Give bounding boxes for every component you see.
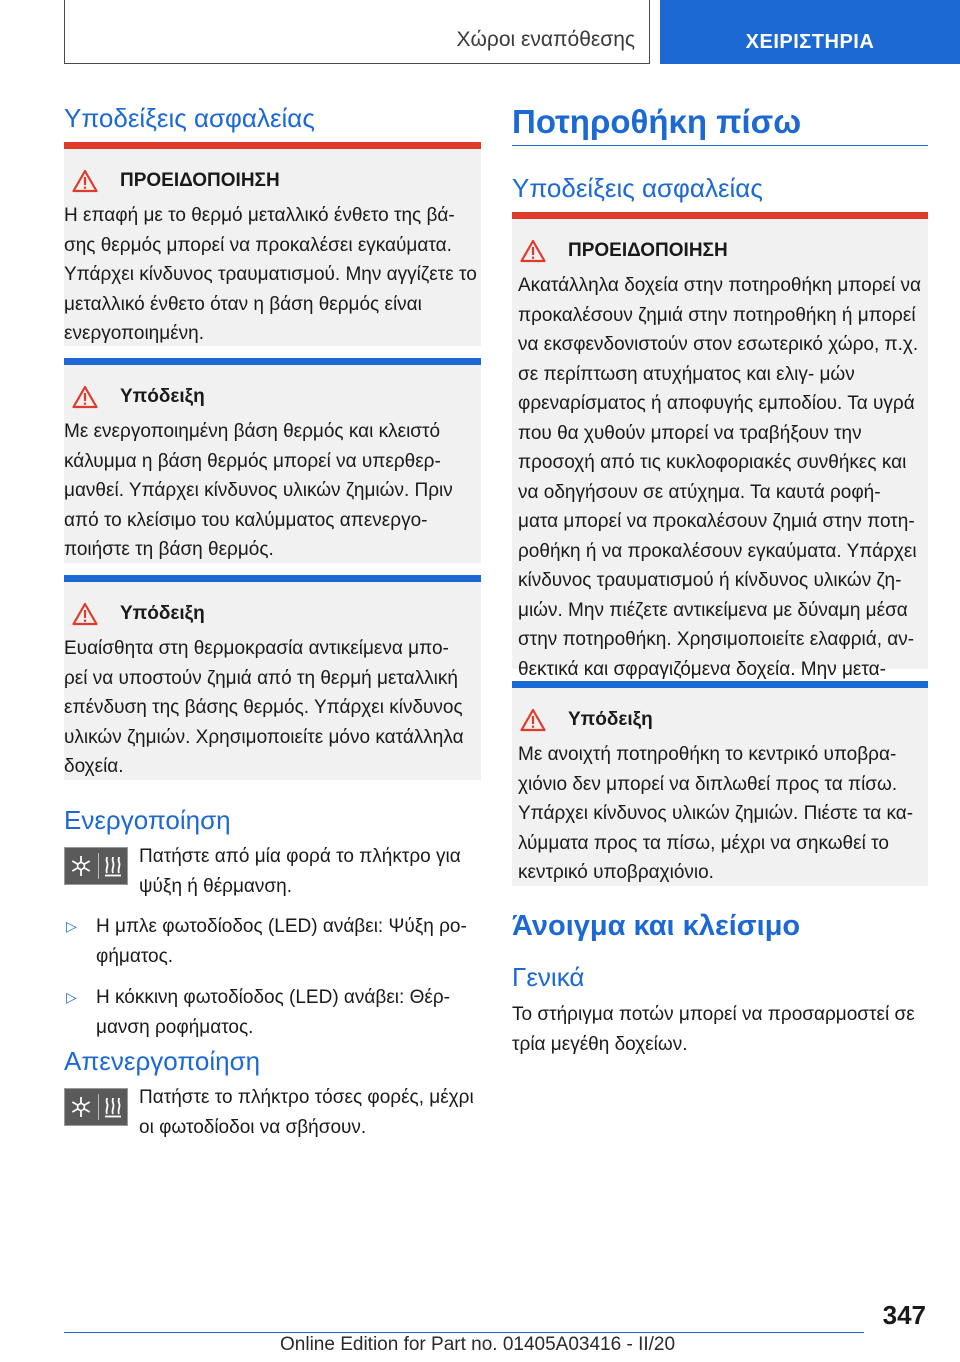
heat-waves-icon	[104, 1096, 122, 1118]
triangle-bullet-icon: ▷	[66, 989, 77, 1005]
warning-triangle-icon	[72, 169, 98, 193]
activation-instruction: Πατήστε από μία φορά το πλήκτρο για ψύξη ή θέρμανση.	[139, 846, 461, 897]
deactivation-heading: Απενεργοποίηση	[64, 1046, 261, 1076]
snowflake-icon	[70, 855, 92, 877]
divider	[98, 1094, 99, 1120]
notice-text: Η επαφή με το θερμό μεταλλικό ένθετο της βά- σης θερμός μπορεί να προκαλέσει εγκαύματα. Υπάρχει κίνδυνος τραυματισμού. Μην αγγίζετε το μεταλλικό ένθετο όταν η βάση θερμός είναι ενεργοποιημένη.	[64, 205, 477, 344]
list-item	[64, 983, 481, 1042]
list-item-text: Η μπλε φωτοδίοδος (LED) ανάβει: Ψύξη ρο- φήματος.	[96, 916, 467, 967]
notice-head	[512, 708, 928, 732]
notice-text: Ακατάλληλα δοχεία στην ποτηροθήκη μπορεί να προκαλέσουν ζημιά στην ποτηροθήκη ή μπορεί να εκσφενδονιστούν στον εσωτερικό χώρο, π.χ. σε περίπτωση ατυχήματος και ελιγ- μών φρεναρίσματος ή αποφυγής εμποδίου. Τα υγρά που θα χυθούν μπορεί να τραβήξουν την προσοχή από τις κυκλοφοριακές συνθήκες και να οδηγήσουν σε ατύχημα. Τα καυτά ροφή- ματα μπορεί να προκαλέσουν ζημιά στην ποτη- ροθήκη ή να προκαλέσουν εγκαύματα. Υπάρχει κίνδυνος τραυματισμού ή κίνδυνος υλικών ζη- μιών. Μην πιέζετε αντικείμενα με δύναμη μέσα στην ποτηροθήκη. Χρησιμοποιείτε ελαφριά, αν- θεκτικά και σφραγιζόμενα δοχεία. Μην μετα-	[518, 275, 922, 680]
page-header	[0, 0, 960, 66]
notice-title: Υπόδειξη	[120, 603, 205, 624]
notice-title: Υπόδειξη	[568, 709, 653, 730]
warning-triangle-icon	[72, 385, 98, 409]
activation-bullets	[64, 912, 481, 1042]
general-heading: Γενικά	[512, 962, 585, 992]
triangle-bullet-icon: ▷	[66, 918, 77, 934]
notice-head	[64, 385, 481, 409]
notice-text: Ευαίσθητα στη θερμοκρασία αντικείμενα μπο- ρεί να υποστούν ζημιά από τη θερμή μεταλλική επένδυση της βάσης θερμός. Υπάρχει κίνδυνος υλικών ζημιών. Χρησιμοποιείτε μόνο κατάλληλα δοχεία.	[64, 638, 464, 777]
list-item-text: Η κόκκινη φωτοδίοδος (LED) ανάβει: Θέρ- μανση ροφήματος.	[96, 987, 450, 1038]
warning-notice	[512, 212, 928, 680]
notice-head	[512, 239, 928, 263]
warning-triangle-icon	[520, 708, 546, 732]
general-text: Το στήριγμα ποτών μπορεί να προσαρμοστεί σε τρία μεγέθη δοχείων.	[512, 1004, 915, 1055]
notice-head	[64, 169, 481, 193]
warning-triangle-icon	[72, 602, 98, 626]
main-heading: Ποτηροθήκη πίσω	[512, 103, 802, 140]
notice-title: ΠΡΟΕΙΔΟΠΟΙΗΣΗ	[568, 240, 728, 261]
activation-button-row	[64, 842, 481, 901]
notice-head	[64, 602, 481, 626]
notice-title: Υπόδειξη	[120, 386, 205, 407]
climate-button-image	[64, 847, 128, 885]
deactivation-instruction: Πατήστε το πλήκτρο τόσες φορές, μέχρι οι φωτοδίοδοι να σβήσουν.	[139, 1087, 474, 1138]
deactivation-button-row	[64, 1083, 481, 1142]
activation-heading: Ενεργοποίηση	[64, 805, 231, 835]
footer-rule	[64, 1332, 864, 1333]
heat-waves-icon	[104, 855, 122, 877]
snowflake-icon	[70, 1096, 92, 1118]
climate-button-image	[64, 1088, 128, 1126]
warning-notice	[64, 142, 481, 346]
edition-footer: Online Edition for Part no. 01405A03416 - II/20	[280, 1334, 676, 1355]
hint-notice	[512, 681, 928, 886]
chapter-tab[interactable]: ΧΕΙΡΙΣΤΗΡΙΑ	[660, 0, 960, 64]
hint-notice	[64, 358, 481, 563]
notice-text: Με ενεργοποιημένη βάση θερμός και κλειστό κάλυμμα η βάση θερμός μπορεί να υπερθερ- μανθεί. Υπάρχει κίνδυνος υλικών ζημιών. Πριν από το κλείσιμο του καλύμματος απενεργο- ποιήστε τη βάση θερμός.	[64, 421, 453, 560]
notice-text: Με ανοιχτή ποτηροθήκη το κεντρικό υποβρα- χιόνιο δεν μπορεί να διπλωθεί προς τα πίσω. Υπάρχει κίνδυνος υλικών ζημιών. Πιέστε τα κα- λύμματα προς τα πίσω, μέχρι να σηκωθεί το κεντρικό υποβραχιόνιο.	[518, 744, 914, 883]
safety-heading: Υποδείξεις ασφαλείας	[512, 173, 763, 203]
section-title: Χώροι εναπόθεσης	[456, 28, 635, 51]
warning-triangle-icon	[520, 239, 546, 263]
list-item	[64, 912, 481, 971]
safety-heading: Υποδείξεις ασφαλείας	[64, 103, 315, 133]
section-box	[64, 0, 650, 64]
hint-notice	[64, 575, 481, 780]
notice-title: ΠΡΟΕΙΔΟΠΟΙΗΣΗ	[120, 170, 280, 191]
heading-rule	[512, 145, 928, 146]
divider	[98, 853, 99, 879]
page-number: 347	[882, 1300, 926, 1330]
open-close-heading: Άνοιγμα και κλείσιμο	[512, 910, 801, 942]
